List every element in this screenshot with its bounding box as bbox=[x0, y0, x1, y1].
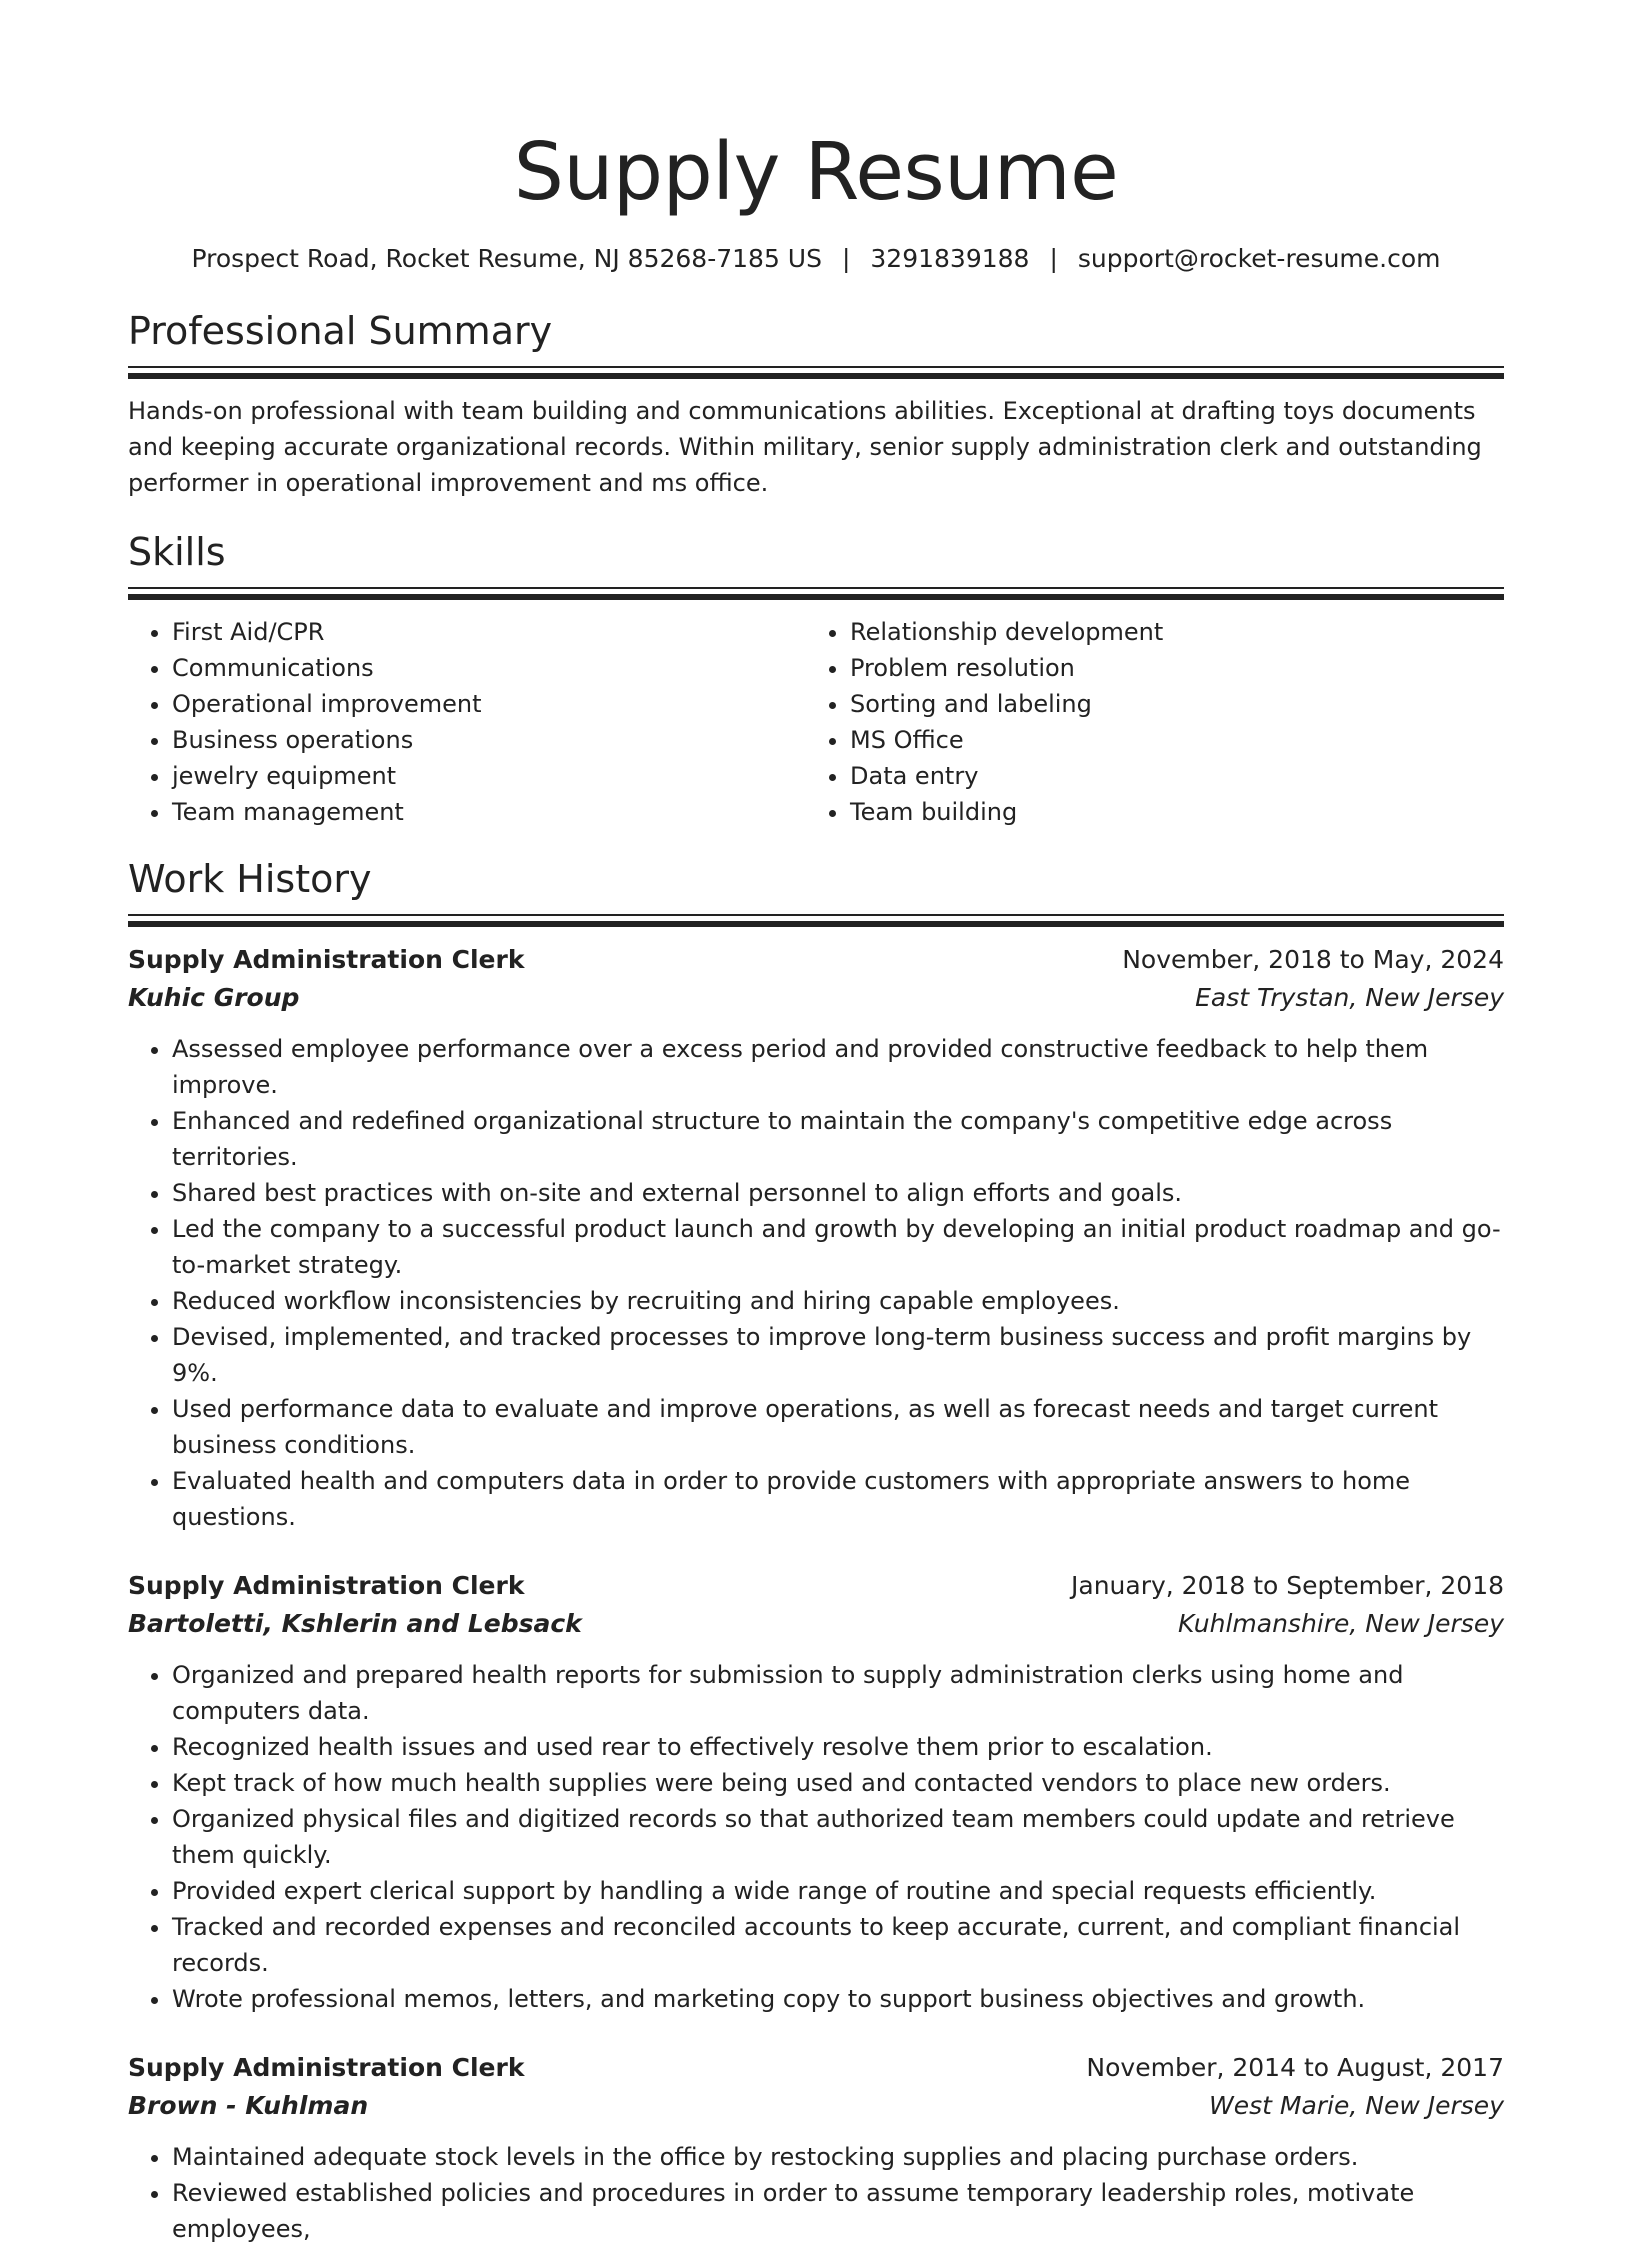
job-bullets bbox=[128, 2139, 1504, 2247]
job-subheader bbox=[128, 1605, 1504, 1643]
contact-phone: 3291839188 bbox=[870, 244, 1030, 273]
skill-item: • Team management bbox=[172, 794, 806, 830]
job-bullet: • Organized physical files and digitized records so that authorized team members could update and retrieve them quickly. bbox=[172, 1801, 1504, 1873]
job-bullet: • Assessed employee performance over a excess period and provided constructive feedback to help them improve. bbox=[172, 1031, 1504, 1103]
skill-item: • First Aid/CPR bbox=[172, 614, 806, 650]
contact-separator: | bbox=[1049, 244, 1058, 273]
job-location: East Trystan, New Jersey bbox=[1195, 983, 1504, 1012]
job-bullet: • Reviewed established policies and procedures in order to assume temporary leadership roles, motivate employees, bbox=[172, 2175, 1504, 2247]
section-rule bbox=[128, 914, 1504, 916]
job-subheader bbox=[128, 979, 1504, 1017]
contact-line bbox=[128, 242, 1504, 276]
skill-item: • Relationship development bbox=[850, 614, 1484, 650]
resume-page bbox=[128, 0, 1504, 2247]
job-company: Bartoletti, Kshlerin and Lebsack bbox=[128, 1609, 582, 1638]
skill-item: • Team building bbox=[850, 794, 1484, 830]
skill-item: • Problem resolution bbox=[850, 650, 1484, 686]
contact-separator: | bbox=[841, 244, 851, 273]
job-bullet: • Tracked and recorded expenses and reconciled accounts to keep accurate, current, and compliant financial records. bbox=[172, 1909, 1504, 1981]
job-bullet: • Maintained adequate stock levels in the office by restocking supplies and placing purchase orders. bbox=[172, 2139, 1504, 2175]
job-header bbox=[128, 2049, 1504, 2087]
skills-list-left bbox=[128, 614, 806, 830]
work-section bbox=[128, 854, 1504, 2247]
skill-item: • Data entry bbox=[850, 758, 1484, 794]
job-dates: November, 2014 to August, 2017 bbox=[1086, 2053, 1504, 2082]
section-rule-thick bbox=[128, 373, 1504, 379]
job-dates: November, 2018 to May, 2024 bbox=[1122, 945, 1504, 974]
skill-item: • MS Office bbox=[850, 722, 1484, 758]
job-dates: January, 2018 to September, 2018 bbox=[1071, 1571, 1504, 1600]
job-bullet: • Provided expert clerical support by handling a wide range of routine and special requests efficiently. bbox=[172, 1873, 1504, 1909]
section-rule bbox=[128, 587, 1504, 589]
job-header bbox=[128, 1567, 1504, 1605]
contact-address: Prospect Road, Rocket Resume, NJ 85268-7185 US bbox=[191, 244, 822, 273]
contact-email: support@rocket-resume.com bbox=[1077, 244, 1441, 273]
job-subheader bbox=[128, 2087, 1504, 2125]
job-company: Brown - Kuhlman bbox=[128, 2091, 369, 2120]
section-rule-thick bbox=[128, 594, 1504, 600]
job-entry bbox=[128, 1567, 1504, 2017]
job-bullets bbox=[128, 1657, 1504, 2017]
work-heading: Work History bbox=[128, 857, 372, 901]
job-bullet: • Kept track of how much health supplies were being used and contacted vendors to place new orders. bbox=[172, 1765, 1504, 1801]
job-bullet: • Evaluated health and computers data in order to provide customers with appropriate answers to home questions. bbox=[172, 1463, 1504, 1535]
skill-item: • jewelry equipment bbox=[172, 758, 806, 794]
skills-columns bbox=[128, 614, 1504, 830]
job-bullet: • Devised, implemented, and tracked processes to improve long-term business success and profit margins by 9%. bbox=[172, 1319, 1504, 1391]
job-bullet: • Organized and prepared health reports for submission to supply administration clerks using home and computers data. bbox=[172, 1657, 1504, 1729]
skills-list-right bbox=[806, 614, 1484, 830]
job-location: West Marie, New Jersey bbox=[1209, 2091, 1504, 2120]
job-bullet: • Used performance data to evaluate and improve operations, as well as forecast needs and target current business conditions. bbox=[172, 1391, 1504, 1463]
job-bullet: • Wrote professional memos, letters, and marketing copy to support business objectives and growth. bbox=[172, 1981, 1504, 2017]
job-bullet: • Reduced workflow inconsistencies by recruiting and hiring capable employees. bbox=[172, 1283, 1504, 1319]
job-bullet: • Enhanced and redefined organizational structure to maintain the company's competitive edge across territories. bbox=[172, 1103, 1504, 1175]
skills-heading: Skills bbox=[128, 530, 226, 574]
summary-heading: Professional Summary bbox=[128, 309, 553, 353]
skills-section bbox=[128, 527, 1504, 830]
job-title: Supply Administration Clerk bbox=[128, 945, 525, 974]
resume-name: Supply Resume bbox=[513, 126, 1119, 218]
skill-item: • Sorting and labeling bbox=[850, 686, 1484, 722]
section-rule-thick bbox=[128, 921, 1504, 927]
job-header bbox=[128, 941, 1504, 979]
summary-text: Hands-on professional with team building and communications abilities. Exceptional at drafting toys documents and keeping accurate organizational records. Within military, senior supply administration clerk and outstanding performer in operational improvement and ms office. bbox=[128, 397, 1482, 497]
job-bullets bbox=[128, 1031, 1504, 1535]
job-entry bbox=[128, 2049, 1504, 2247]
job-bullet: • Shared best practices with on-site and external personnel to align efforts and goals. bbox=[172, 1175, 1504, 1211]
job-bullet: • Recognized health issues and used rear to effectively resolve them prior to escalation. bbox=[172, 1729, 1504, 1765]
job-location: Kuhlmanshire, New Jersey bbox=[1178, 1609, 1504, 1638]
section-rule bbox=[128, 366, 1504, 368]
job-entry bbox=[128, 941, 1504, 1535]
skill-item: • Business operations bbox=[172, 722, 806, 758]
skill-item: • Communications bbox=[172, 650, 806, 686]
job-title: Supply Administration Clerk bbox=[128, 2053, 525, 2082]
job-bullet: • Led the company to a successful product launch and growth by developing an initial product roadmap and go-to-market strategy. bbox=[172, 1211, 1504, 1283]
job-company: Kuhic Group bbox=[128, 983, 300, 1012]
job-title: Supply Administration Clerk bbox=[128, 1571, 525, 1600]
skill-item: • Operational improvement bbox=[172, 686, 806, 722]
summary-section bbox=[128, 306, 1504, 501]
